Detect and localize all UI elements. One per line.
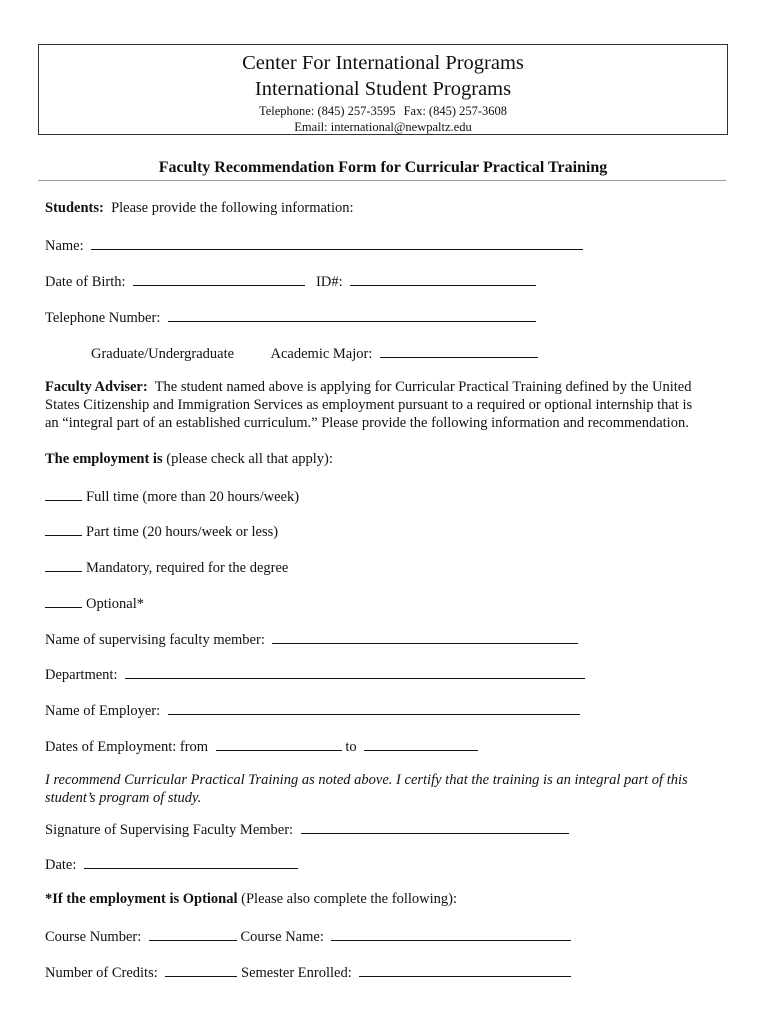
option-full-time: Full time (more than 20 hours/week)	[45, 486, 299, 506]
faculty-paragraph: Faculty Adviser: The student named above is applying for Curricular Practical Training defined by the United States Citizenship and Immigration Services as employment pursuant to a required or optional internship that is an “integral part of an established curriculum.” Please provide the following information and recommendation.	[45, 379, 693, 431]
form-title: Faculty Recommendation Form for Curricular Practical Training	[158, 159, 608, 176]
course-number-label: Course Number:	[45, 929, 142, 945]
credits-row	[45, 962, 571, 982]
fax-text: Fax: (845) 257-3608	[403, 104, 508, 118]
supervisor-field[interactable]	[272, 629, 578, 644]
org-name: Center For International Programs	[242, 52, 524, 74]
semester-field[interactable]	[359, 962, 571, 977]
course-number-field[interactable]	[149, 926, 237, 941]
date-label: Date:	[45, 857, 77, 873]
id-label: ID#:	[316, 274, 343, 290]
telephone-label: Telephone Number:	[45, 310, 161, 326]
employment-heading: The employment is (please check all that apply):	[45, 451, 333, 467]
date-row	[45, 854, 298, 874]
department-field[interactable]	[125, 664, 585, 679]
employer-label: Name of Employer:	[45, 703, 161, 719]
credits-label: Number of Credits:	[45, 965, 158, 981]
contact-phone-fax	[39, 104, 727, 119]
id-field[interactable]	[350, 271, 536, 286]
signature-label: Signature of Supervising Faculty Member:	[45, 822, 294, 838]
signature-row	[45, 819, 569, 839]
letterhead-box	[38, 44, 728, 135]
major-field[interactable]	[380, 343, 538, 358]
major-label: Academic Major:	[270, 346, 373, 362]
name-row	[45, 235, 583, 255]
date-field[interactable]	[84, 854, 298, 869]
title-divider	[38, 180, 726, 181]
dates-row	[45, 736, 478, 756]
name-label: Name:	[45, 238, 84, 254]
course-name-label: Course Name:	[240, 929, 324, 945]
supervisor-label: Name of supervising faculty member:	[45, 632, 265, 648]
telephone-field[interactable]	[168, 307, 536, 322]
telephone-row	[45, 307, 536, 327]
faculty-lead: Faculty Adviser:	[45, 379, 148, 395]
date-to-field[interactable]	[364, 736, 478, 751]
checkbox-blank[interactable]	[45, 557, 82, 572]
option-part-time: Part time (20 hours/week or less)	[45, 521, 278, 541]
dob-row	[45, 271, 536, 291]
email-text: Email: international@newpaltz.edu	[294, 120, 472, 134]
semester-label: Semester Enrolled:	[241, 965, 352, 981]
optional-lead: *If the employment is Optional	[45, 891, 238, 907]
dates-label: Dates of Employment: from	[45, 739, 209, 755]
supervisor-row	[45, 629, 578, 649]
employer-field[interactable]	[168, 700, 580, 715]
checkbox-blank[interactable]	[45, 593, 82, 608]
department-row	[45, 664, 585, 684]
optional-heading: *If the employment is Optional (Please also complete the following):	[45, 891, 457, 907]
employment-lead: The employment is	[45, 451, 163, 467]
course-name-field[interactable]	[331, 926, 571, 941]
name-field[interactable]	[91, 235, 583, 250]
credits-field[interactable]	[165, 962, 237, 977]
dob-field[interactable]	[133, 271, 305, 286]
option-mandatory: Mandatory, required for the degree	[45, 557, 288, 577]
students-lead: Students:	[45, 200, 104, 216]
dob-label: Date of Birth:	[45, 274, 126, 290]
signature-field[interactable]	[301, 819, 569, 834]
employer-row	[45, 700, 580, 720]
checkbox-blank[interactable]	[45, 486, 82, 501]
to-label: to	[345, 739, 357, 755]
level-label: Graduate/Undergraduate	[91, 346, 235, 362]
telephone-text: Telephone: (845) 257-3595	[258, 104, 396, 118]
checkbox-blank[interactable]	[45, 521, 82, 536]
students-instruction: Students: Please provide the following information:	[45, 200, 354, 216]
dept-name: International Student Programs	[254, 78, 512, 100]
date-from-field[interactable]	[216, 736, 342, 751]
certify-statement: I recommend Curricular Practical Training as noted above. I certify that the training is an integral part of this student’s program of study.	[45, 772, 688, 806]
level-major-row	[91, 343, 538, 363]
course-row	[45, 926, 571, 946]
department-label: Department:	[45, 667, 118, 683]
option-optional: Optional*	[45, 593, 144, 613]
